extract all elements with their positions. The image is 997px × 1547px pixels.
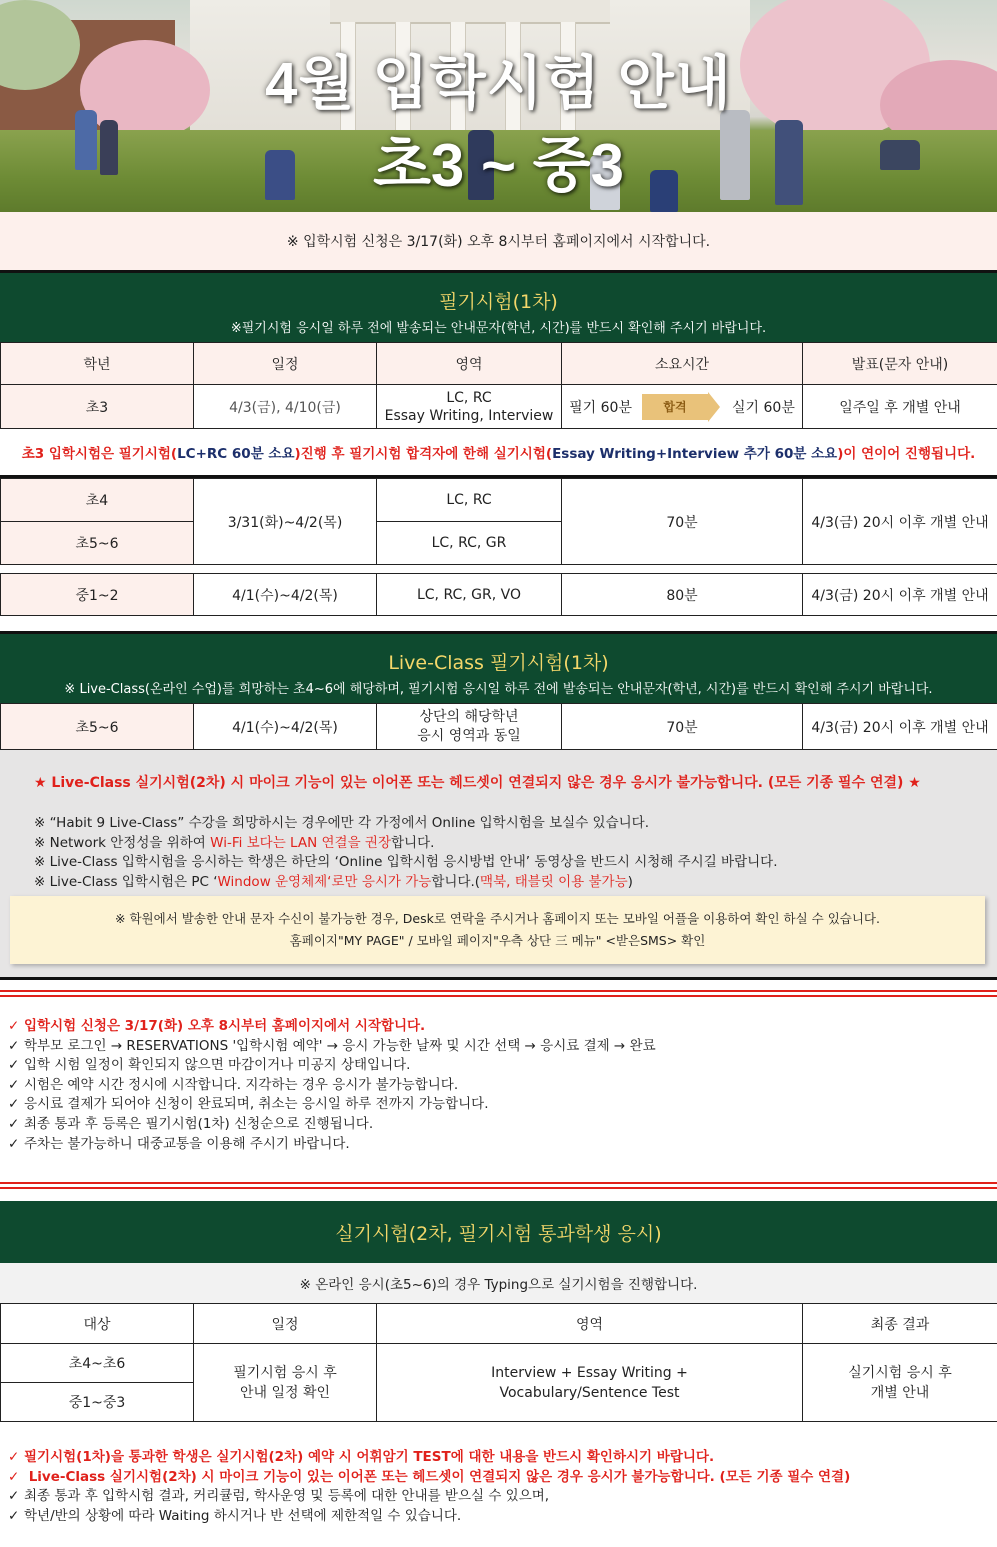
- live-class-table: [0, 703, 997, 750]
- divider: [0, 990, 997, 997]
- column-header: 대상: [1, 1304, 194, 1344]
- written-exam-header: [0, 270, 997, 342]
- area-line: 상단의 해당학년: [419, 708, 519, 725]
- practical-exam-table: [0, 1303, 997, 1422]
- checkmark-icon: ✓: [8, 1449, 20, 1466]
- area-cell: LC, RC, GR, VO: [377, 574, 562, 616]
- column-header: 일정: [194, 343, 377, 385]
- area-line: LC, RC: [446, 389, 492, 406]
- area-cell: LC, RC: [377, 479, 562, 522]
- result-line: 개별 안내: [870, 1384, 930, 1401]
- column-header: 최종 결과: [803, 1304, 997, 1344]
- table-row: [1, 574, 997, 616]
- checklist-text: 최종 통과 후 등록은 필기시험(1차) 신청순으로 진행됩니다.: [24, 1115, 374, 1132]
- column-header: 소요시간: [562, 343, 803, 385]
- checkmark-icon: ✓: [8, 1115, 20, 1132]
- written-exam-table-elementary: [0, 478, 997, 565]
- checklist-item: [8, 1468, 989, 1488]
- checklist-item: [8, 1135, 989, 1155]
- practical-exam-title: 실기시험(2차, 필기시험 통과학생 응시): [335, 1223, 662, 1246]
- live-class-info: [0, 750, 997, 980]
- table-row: [1, 704, 997, 750]
- announce-cell: 일주일 후 개별 안내: [803, 385, 997, 429]
- written-exam-table-middle: [0, 573, 997, 616]
- grade-cell: 초4: [1, 479, 194, 522]
- registration-checklist: [0, 1017, 997, 1154]
- info-text: ※ Network 안정성을 위하여: [34, 834, 211, 851]
- result-cell: [803, 1344, 997, 1422]
- checklist-text: 입학시험 신청은 3/17(화) 오후 8시부터 홈페이지에서 시작합니다.: [24, 1018, 426, 1034]
- pass-arrow-icon: [642, 394, 708, 420]
- checklist-item: [8, 1076, 989, 1096]
- announce-cell: 4/3(금) 20시 이후 개별 안내: [803, 704, 997, 750]
- duration-cell: 70분: [562, 704, 803, 750]
- checkmark-icon: ✓: [8, 1018, 20, 1034]
- grade-cell: 중1~2: [1, 574, 194, 616]
- schedule-cell: 3/31(화)~4/2(목): [194, 479, 377, 565]
- checklist-text: 응시료 결제가 되어야 신청이 완료되며, 취소는 응시일 하루 전까지 가능합니다.: [24, 1096, 489, 1113]
- column-header: 일정: [194, 1304, 377, 1344]
- grade-cell: 초3: [1, 385, 194, 429]
- pass-label: 합격: [663, 400, 687, 414]
- column-header: 발표(문자 안내): [803, 343, 997, 385]
- written-exam-title: 필기시험(1차): [439, 291, 558, 313]
- schedule-line: 필기시험 응시 후: [233, 1364, 337, 1381]
- checkmark-icon: ✓: [8, 1076, 20, 1093]
- schedule-cell: 4/1(수)~4/2(목): [194, 704, 377, 750]
- checklist-item: [8, 1037, 989, 1057]
- area-cell: [377, 1344, 803, 1422]
- practical-exam-subtitle: ※ 온라인 응시(초5~6)의 경우 Typing으로 실기시험을 진행합니다.: [0, 1263, 997, 1303]
- info-text: 맥북, 태블릿 이용 불가능: [480, 873, 628, 890]
- checkmark-icon: ✓: [8, 1096, 20, 1113]
- info-text: Window 운영체제‘로만 응시가 가능: [217, 873, 432, 890]
- checkmark-icon: ✓: [8, 1135, 20, 1152]
- column-header: 학년: [1, 343, 194, 385]
- schedule-cell: 4/1(수)~4/2(목): [194, 574, 377, 616]
- checkmark-icon: ✓: [8, 1057, 20, 1074]
- area-cell: [377, 385, 562, 429]
- live-class-header: [0, 631, 997, 703]
- target-cell: 초4~초6: [1, 1344, 194, 1383]
- hero-title: 4월 입학시험 안내: [265, 51, 732, 116]
- live-class-title: Live-Class 필기시험(1차): [388, 652, 609, 674]
- table-header-row: [1, 1304, 997, 1344]
- practical-exam-header: [0, 1201, 997, 1263]
- divider: [0, 1182, 997, 1189]
- checklist-item: [8, 1448, 989, 1468]
- written-exam-table: [0, 342, 997, 429]
- info-line: [34, 834, 963, 854]
- note-text: LC+RC 60분 소요: [177, 446, 295, 462]
- area-cell: LC, RC, GR: [377, 522, 562, 565]
- practical-checklist: [0, 1448, 997, 1526]
- table-row: [1, 479, 997, 522]
- checklist-text: 시험은 예약 시간 정시에 시작합니다. 지각하는 경우 응시가 불가능합니다.: [24, 1076, 459, 1093]
- checklist-text: 필기시험(1차)을 통과한 학생은 실기시험(2차) 예약 시 어휘암기 TEST에 대한 내용을 반드시 확인하시기 바랍니다.: [24, 1449, 715, 1466]
- table-row: [1, 385, 997, 429]
- area-line: Interview + Essay Writing +: [491, 1364, 688, 1381]
- target-cell: 중1~중3: [1, 1383, 194, 1422]
- info-line: ※ Live-Class 입학시험을 응시하는 학생은 하단의 ‘Online 입학시험 응시방법 안내’ 동영상을 반드시 시청해 주시길 바랍니다.: [34, 854, 778, 870]
- checkmark-icon: ✓: [8, 1507, 20, 1524]
- live-class-subtitle: ※ Live-Class(온라인 수업)를 희망하는 초4~6에 해당하며, 필기시험 응시일 하루 전에 발송되는 안내문자(학년, 시간)를 반드시 확인해 주시기 바랍니다.: [64, 682, 933, 697]
- practical-duration: 실기 60분: [732, 399, 795, 416]
- note-text: Essay Writing+Interview 추가 60분 소요: [552, 446, 838, 462]
- checklist-text: 입학 시험 일정이 확인되지 않으면 마감이거나 미공지 상태입니다.: [24, 1057, 411, 1074]
- checklist-item: [8, 1487, 989, 1507]
- schedule-cell: 4/3(금), 4/10(금): [194, 385, 377, 429]
- hero-subtitle: 초3 ~ 중3: [372, 132, 625, 199]
- info-line: [34, 873, 963, 893]
- info-text: ): [627, 873, 633, 890]
- checklist-item: [8, 1115, 989, 1135]
- info-text: 합니다.(: [431, 873, 481, 890]
- schedule-line: 안내 일정 확인: [239, 1384, 331, 1401]
- result-line: 실기시험 응시 후: [848, 1364, 952, 1381]
- checklist-text: 최종 통과 후 입학시험 결과, 커리큘럼, 학사운영 및 등록에 대한 안내를 받으실 수 있으며,: [24, 1488, 550, 1505]
- duration-cell: 80분: [562, 574, 803, 616]
- written-exam-subtitle: ※필기시험 응시일 하루 전에 발송되는 안내문자(학년, 시간)를 반드시 확인해 주시기 바랍니다.: [230, 321, 767, 336]
- checklist-text: 학부모 로그인 → RESERVATIONS '입학시험 예약' → 응시 가능한 날짜 및 시간 선택 → 응시료 결제 → 완료: [24, 1037, 656, 1054]
- info-text: 합니다.: [391, 834, 435, 851]
- schedule-cell: [194, 1344, 377, 1422]
- checklist-item: [8, 1056, 989, 1076]
- cho3-note: [0, 429, 997, 478]
- checklist-text: Live-Class 실기시험(2차) 시 마이크 기능이 있는 이어폰 또는 헤드셋이 연결되지 않은 경우 응시가 불가능합니다. (모든 기종 필수 연결): [24, 1468, 851, 1485]
- note-text: )진행 후 필기시험 합격자에 한해 실기시험(: [294, 446, 553, 462]
- area-line: 응시 영역과 동일: [417, 727, 521, 744]
- announce-cell: 4/3(금) 20시 이후 개별 안내: [803, 479, 997, 565]
- duration-cell: [562, 385, 803, 429]
- info-text: Wi-Fi 보다는 LAN 연결을 권장: [210, 834, 392, 851]
- top-notice: ※ 입학시험 신청은 3/17(화) 오후 8시부터 홈페이지에서 시작합니다.: [0, 212, 997, 270]
- checkmark-icon: ✓: [8, 1037, 20, 1054]
- checklist-text: 주차는 불가능하니 대중교통을 이용해 주시기 바랍니다.: [24, 1135, 350, 1152]
- checklist-item: [8, 1507, 989, 1527]
- announce-cell: 4/3(금) 20시 이후 개별 안내: [803, 574, 997, 616]
- written-duration: 필기 60분: [569, 399, 632, 416]
- area-cell: [377, 704, 562, 750]
- checkmark-icon: ✓: [8, 1488, 20, 1505]
- info-text: ※ Live-Class 입학시험은 PC ‘: [34, 873, 218, 890]
- area-line: Essay Writing, Interview: [384, 407, 554, 424]
- grade-cell: 초5~6: [1, 704, 194, 750]
- hero-banner: [0, 0, 997, 212]
- column-header: 영역: [377, 343, 562, 385]
- column-header: 영역: [377, 1304, 803, 1344]
- grade-cell: 초5~6: [1, 522, 194, 565]
- checkmark-icon: ✓: [8, 1468, 20, 1485]
- checklist-item: [8, 1095, 989, 1115]
- sms-note: [10, 896, 985, 964]
- note-line: ※ 학원에서 발송한 안내 문자 수신이 불가능한 경우, Desk로 연락을 주시거나 홈페이지 또는 모바일 어플을 이용하여 확인 하실 수 있습니다.: [115, 911, 880, 926]
- checklist-item: [8, 1017, 989, 1037]
- area-line: Vocabulary/Sentence Test: [499, 1384, 680, 1401]
- info-line: ※ “Habit 9 Live-Class” 수강을 희망하시는 경우에만 각 가정에서 Online 입학시험을 보실수 있습니다.: [34, 815, 649, 831]
- duration-cell: 70분: [562, 479, 803, 565]
- table-row: [1, 1344, 997, 1383]
- checklist-text: 학년/반의 상황에 따라 Waiting 하시거나 반 선택에 제한적일 수 있습니다.: [24, 1507, 462, 1524]
- note-text: )이 연이어 진행됩니다.: [837, 446, 976, 462]
- note-text: 초3 입학시험은 필기시험(: [21, 446, 178, 462]
- note-line: 홈페이지"MY PAGE" / 모바일 페이지"우측 상단 三 메뉴" <받은SMS> 확인: [289, 933, 706, 948]
- table-header-row: [1, 343, 997, 385]
- microphone-warning: ★ Live-Class 실기시험(2차) 시 마이크 기능이 있는 이어폰 또는 헤드셋이 연결되지 않은 경우 응시가 불가능합니다. (모든 기종 필수 연결) ★: [34, 775, 921, 791]
